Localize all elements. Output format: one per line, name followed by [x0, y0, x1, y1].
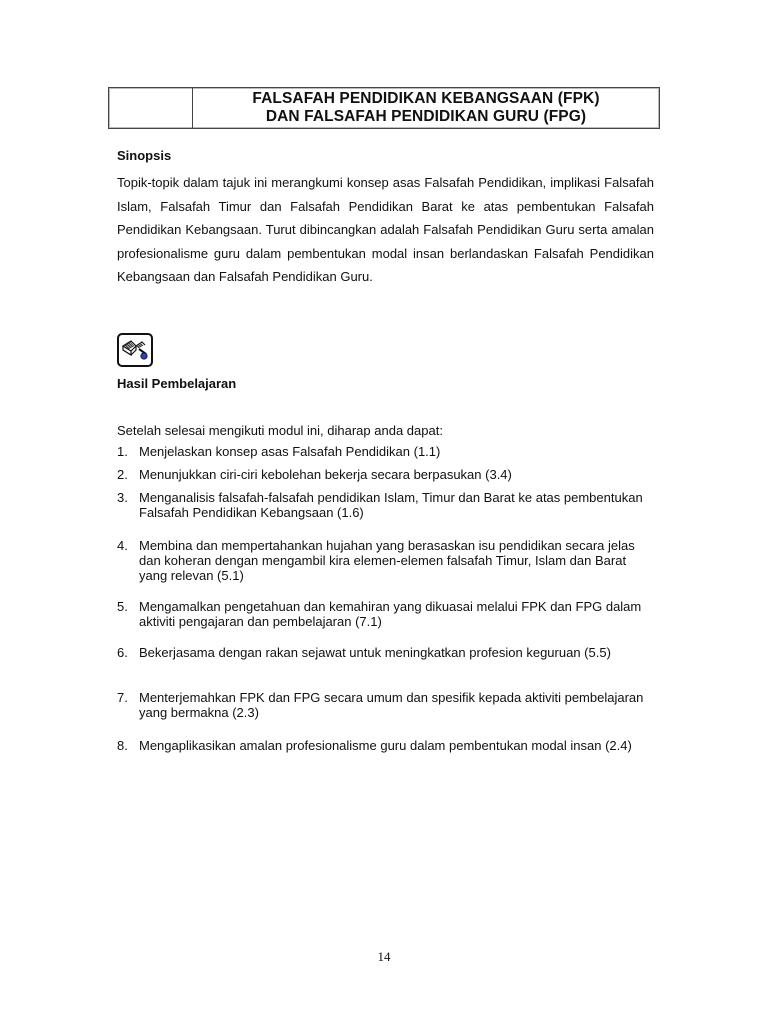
list-item — [117, 490, 657, 520]
list-item-number: 6. — [117, 645, 128, 660]
list-item-text: Menunjukkan ciri-ciri kebolehan bekerja secara berpasukan (3.4) — [139, 467, 512, 482]
synopsis-heading: Sinopsis — [117, 148, 172, 163]
list-item-number: 2. — [117, 467, 128, 482]
list-item — [117, 738, 657, 753]
list-item — [117, 599, 657, 629]
list-item-text: Mengaplikasikan amalan profesionalisme guru dalam pembentukan modal insan (2.4) — [139, 738, 632, 753]
list-item-text: Menganalisis falsafah-falsafah pendidikan Islam, Timur dan Barat ke atas pembentukan Falsafah Pendidikan Kebangsaan (1.6) — [139, 490, 643, 520]
list-item-number: 5. — [117, 599, 128, 614]
title-line-2: DAN FALSAFAH PENDIDIKAN GURU (FPG) — [265, 108, 587, 125]
title-table — [108, 87, 660, 129]
list-item — [117, 444, 657, 459]
list-item-text: Bekerjasama dengan rakan sejawat untuk meningkatkan profesion keguruan (5.5) — [139, 645, 611, 660]
list-item-text: Membina dan mempertahankan hujahan yang berasaskan isu pendidikan secara jelas dan koheran dengan mengambil kira elemen-elemen falsafah Timur, Islam dan Barat yang relevan (5.1) — [139, 538, 635, 583]
list-item-number: 1. — [117, 444, 128, 459]
list-item-text: Menterjemahkan FPK dan FPG secara umum dan spesifik kepada aktiviti pembelajaran yang bermakna (2.3) — [139, 690, 644, 720]
list-item-number: 8. — [117, 738, 128, 753]
learning-outcomes-intro: Setelah selesai mengikuti modul ini, diharap anda dapat: — [117, 423, 443, 438]
book-with-pen-icon — [117, 333, 153, 367]
title-cell — [193, 88, 659, 128]
page-number: 14 — [377, 949, 391, 964]
synopsis-paragraph: Topik-topik dalam tajuk ini merangkumi konsep asas Falsafah Pendidikan, implikasi Falsafah Islam, Falsafah Timur dan Falsafah Pendidikan Barat ke atas pembentukan Falsafah Pendidikan Kebangsaan. Turut dibincangkan adalah Falsafah Pendidikan Guru serta amalan profesionalisme guru dalam pembentukan modal insan berlandaskan Falsafah Pendidikan Kebangsaan dan Falsafah Pendidikan Guru. — [117, 175, 654, 285]
learning-outcomes-heading: Hasil Pembelajaran — [117, 376, 237, 391]
list-item-text: Mengamalkan pengetahuan dan kemahiran yang dikuasai melalui FPK dan FPG dalam aktiviti pengajaran dan pembelajaran (7.1) — [139, 599, 642, 629]
list-item — [117, 645, 657, 660]
list-item-text: Menjelaskan konsep asas Falsafah Pendidikan (1.1) — [139, 444, 441, 459]
list-item-number: 7. — [117, 690, 128, 705]
title-line-1: FALSAFAH PENDIDIKAN KEBANGSAAN (FPK) — [252, 90, 600, 107]
list-item — [117, 690, 657, 720]
list-item — [117, 538, 657, 583]
list-item-number: 4. — [117, 538, 128, 553]
list-item — [117, 467, 657, 482]
list-item-number: 3. — [117, 490, 128, 505]
title-table-empty-cell — [109, 88, 193, 128]
